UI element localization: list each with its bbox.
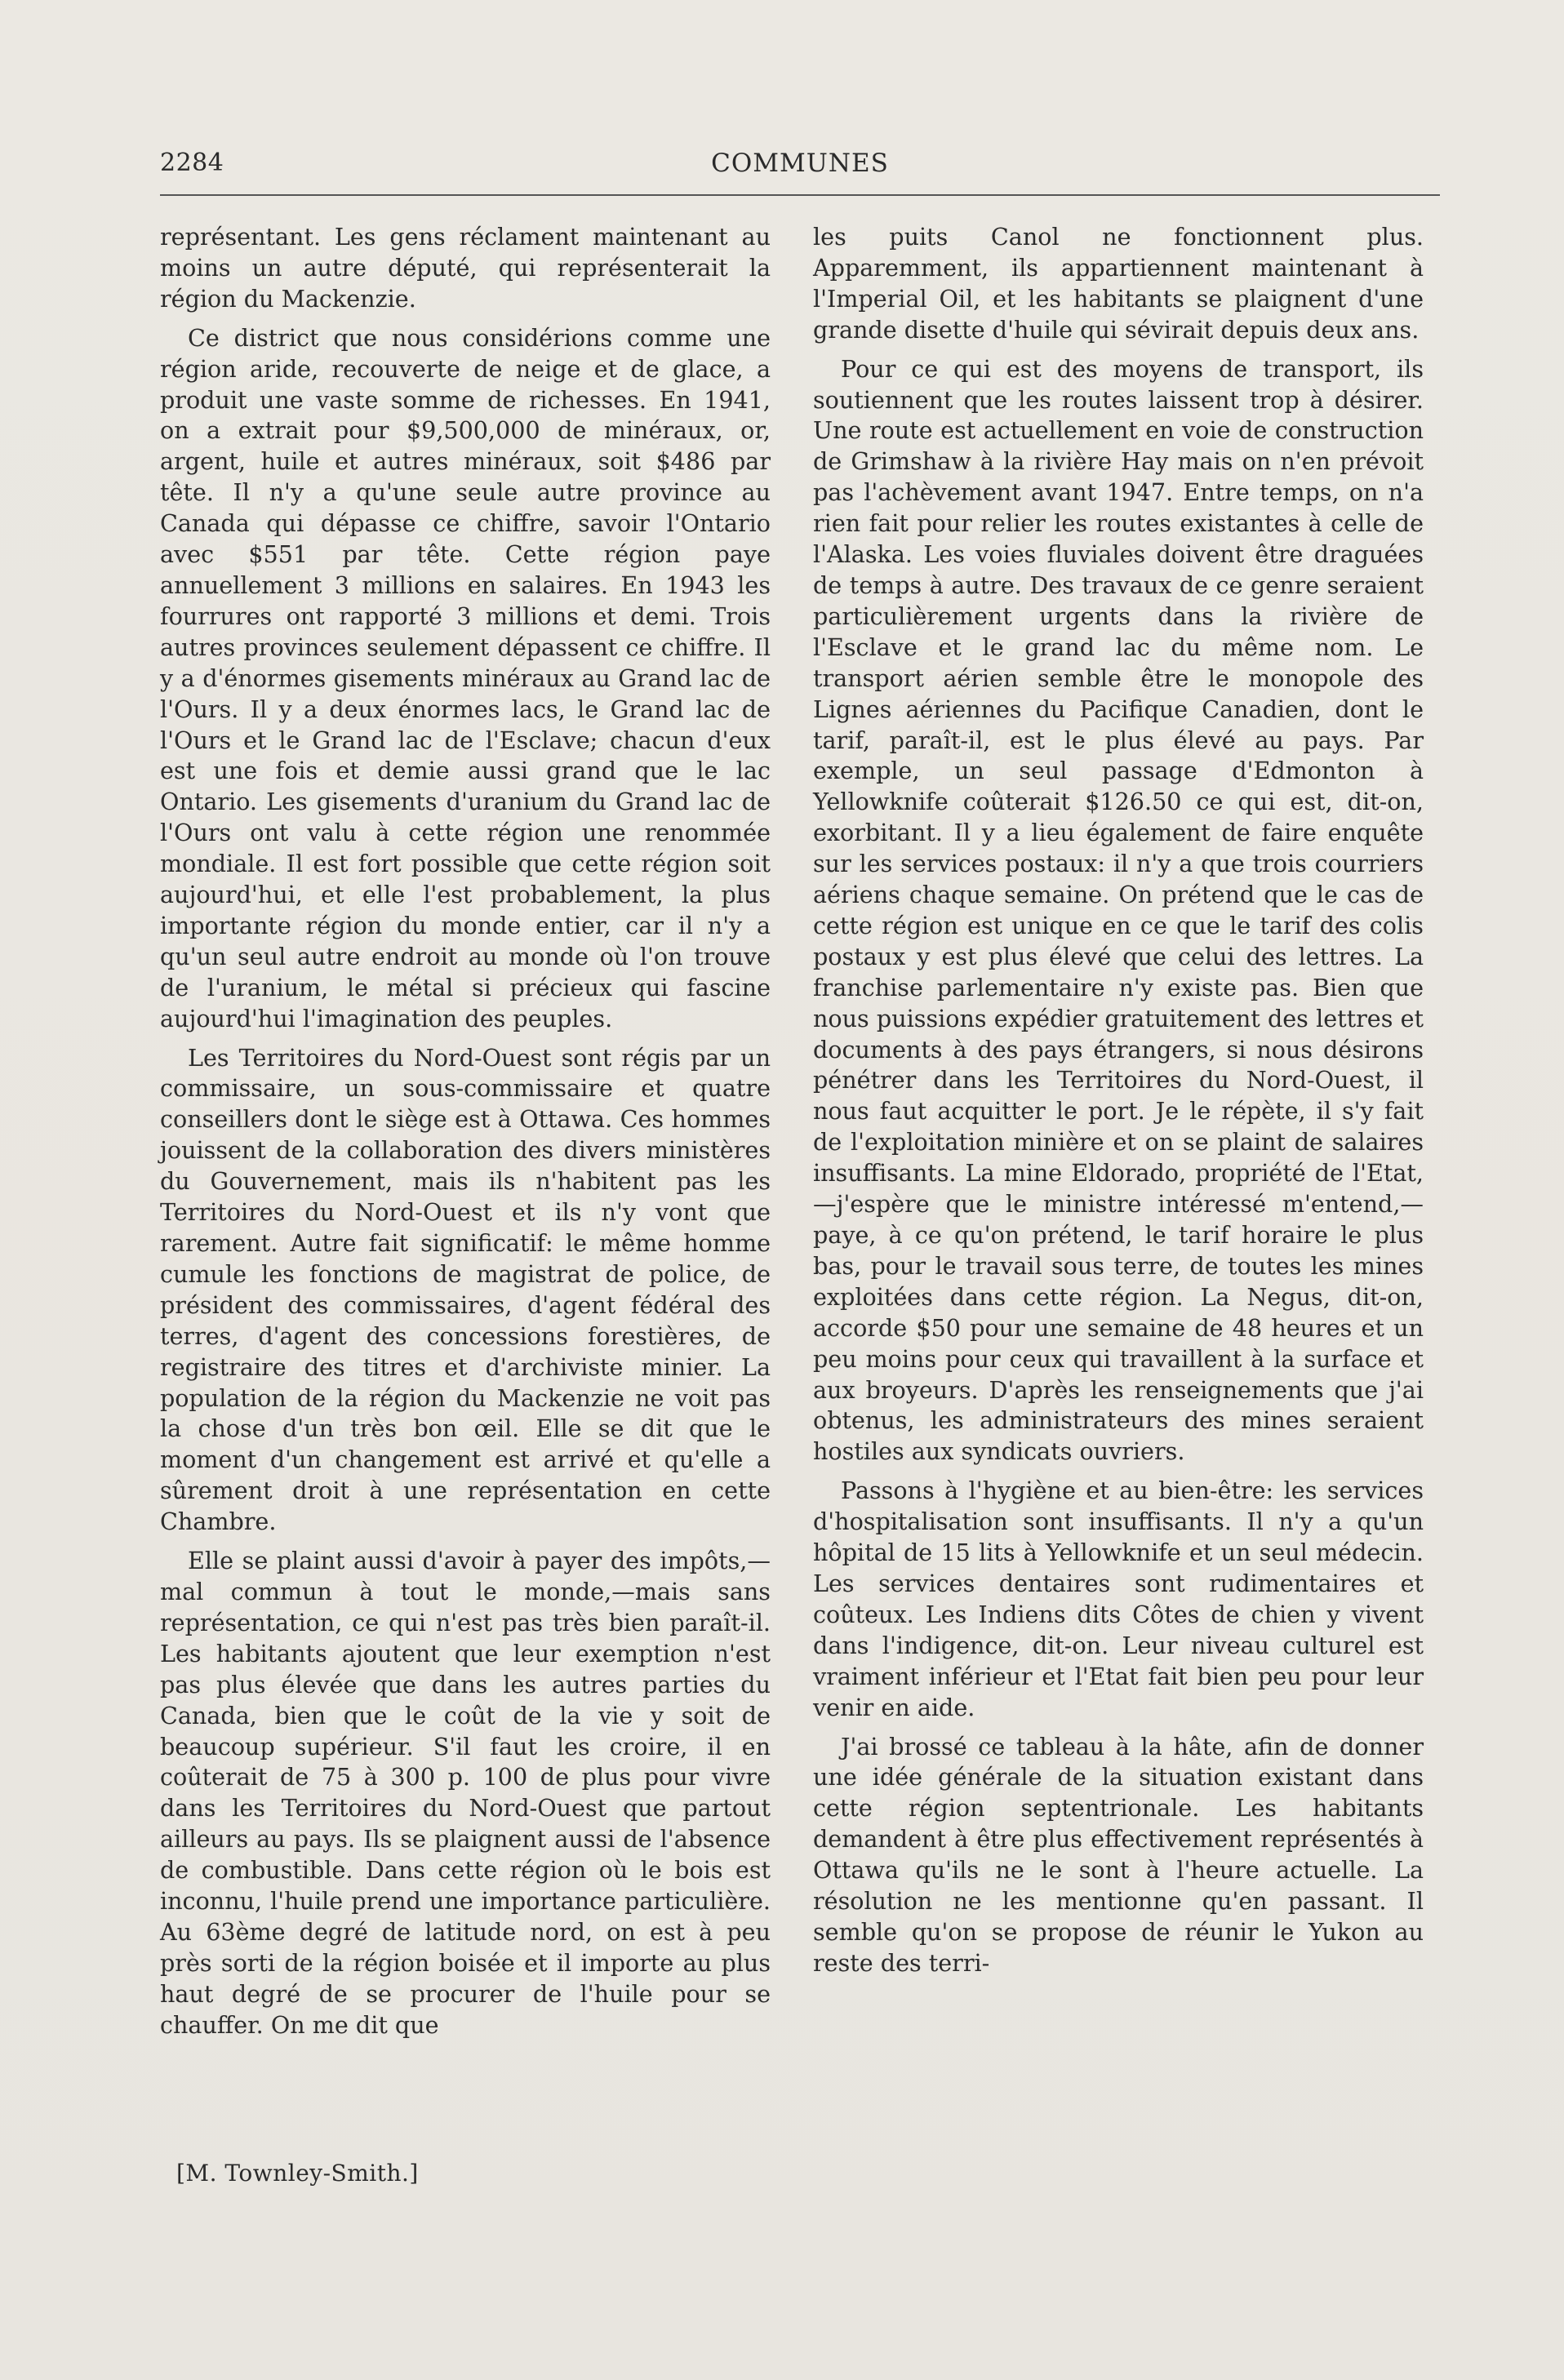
paragraph: Les Territoires du Nord-Ouest sont régis par un commissaire, un sous-commissaire et quatre conseillers dont le siège est à Ottawa. Ces hommes jouissent de la collaboration des divers ministères du Gouvernement, mais ils n'habitent pas les Territoires du Nord-Ouest et ils n'y vont que rarement. Autre fait significatif: le même homme cumule les fonctions de magistrat de police, de président des commissaires, d'agent fédéral des terres, d'agent des concessions forestières, de registraire des titres et d'archiviste minier. La population de la région du Mackenzie ne voit pas la chose d'un très bon œil. Elle se dit que le moment d'un changement est arrivé et qu'elle a sûrement droit à une représentation en cette Chambre. <box>160 1043 771 1536</box>
paragraph: Ce district que nous considérions comme une région aride, recouverte de neige et de glace, a produit une vaste somme de richesses. En 1941, on a extrait pour $9,500,000 de minéraux, or, argent, huile et autres minéraux, soit $486 par tête. Il n'y a qu'une seule autre province au Canada qui dépasse ce chiffre, savoir l'Ontario avec $551 par tête. Cette région paye annuellement 3 millions en salaires. En 1943 les fourrures ont rapporté 3 millions et demi. Trois autres provinces seulement dépassent ce chiffre. Il y a d'énormes gisements minéraux au Grand lac de l'Ours. Il y a deux énormes lacs, le Grand lac de l'Ours et le Grand lac de l'Esclave; chacun d'eux est une fois et demie aussi grand que le lac Ontario. Les gisements d'uranium du Grand lac de l'Ours ont valu à cette région une renommée mondiale. Il est fort possible que cette région soit aujourd'hui, et elle l'est probablement, la plus importante région du monde entier, car il n'y a qu'un seul autre endroit au monde où l'on trouve de l'uranium, le métal si précieux qui fascine aujourd'hui l'imagination des peuples. <box>160 323 771 1032</box>
paragraph: Pour ce qui est des moyens de transport, ils soutiennent que les routes laissent trop à désirer. Une route est actuellement en voie de construction de Grimshaw à la rivière Hay mais on n'en prévoit pas l'achèvement avant 1947. Entre temps, on n'a rien fait pour relier les routes existantes à celle de l'Alaska. Les voies fluviales doivent être draguées de temps à autre. Des travaux de ce genre seraient particulièrement urgents dans la rivière de l'Esclave et le grand lac du même nom. Le transport aérien semble être le monopole des Lignes aériennes du Pacifique Canadien, dont le tarif, paraît-il, est le plus élevé au pays. Par exemple, un seul passage d'Edmonton à Yellowknife coûterait $126.50 ce qui est, dit-on, exorbitant. Il y a lieu également de faire enquête sur les services postaux: il n'y a que trois courriers aériens chaque semaine. On prétend que le cas de cette région est unique en ce que le tarif des colis postaux y est plus élevé que celui des lettres. La franchise parlementaire n'y existe pas. Bien que nous puissions expédier gratuitement des lettres et documents à des pays étrangers, si nous désirons pénétrer dans les Territoires du Nord-Ouest, il nous faut acquitter le port. Je le répète, il s'y fait de l'exploitation minière et on se plaint de salaires insuffisants. La mine Eldorado, propriété de l'Etat,—j'espère que le ministre intéressé m'entend,—paye, à ce qu'on prétend, le tarif horaire le plus bas, pour le travail sous terre, de toutes les mines exploitées dans cette région. La Negus, dit-on, accorde $50 pour une semaine de 48 heures et un peu moins pour ceux qui travaillent à la surface et aux broyeurs. D'après les renseignements que j'ai obtenus, les administrateurs des mines seraient hostiles aux syndicats ouvriers. <box>813 354 1424 1466</box>
right-column <box>813 222 1424 1987</box>
paragraph: Passons à l'hygiène et au bien-être: les services d'hospitalisation sont insuffisants. Il n'y a qu'un hôpital de 15 lits à Yellowknife et un seul médecin. Les services dentaires sont rudimentaires et coûteux. Les Indiens dits Côtes de chien y vivent dans l'indigence, dit-on. Leur niveau culturel est vraiment inférieur et l'Etat fait bien peu pour leur venir en aide. <box>813 1476 1424 1721</box>
left-column <box>160 222 771 2049</box>
paragraph: Elle se plaint aussi d'avoir à payer des impôts,—mal commun à tout le monde,—mais sans représentation, ce qui n'est pas très bien paraît-il. Les habitants ajoutent que leur exemption n'est pas plus élevée que dans les autres parties du Canada, bien que le coût de la vie y soit de beaucoup supérieur. S'il faut les croire, il en coûterait de 75 à 300 p. 100 de plus pour vivre dans les Territoires du Nord-Ouest que partout ailleurs au pays. Ils se plaignent aussi de l'absence de combustible. Dans cette région où le bois est inconnu, l'huile prend une importance particulière. Au 63ème degré de latitude nord, on est à peu près sorti de la région boisée et il importe au plus haut degré de se procurer de l'huile pour se chauffer. On me dit que <box>160 1547 771 2039</box>
paragraph: les puits Canol ne fonctionnent plus. Apparemment, ils appartiennent maintenant à l'Imperial Oil, et les habitants se plaignent d'une grande disette d'huile qui sévirait depuis deux ans. <box>813 223 1424 344</box>
page-number: 2284 <box>160 149 224 177</box>
page-title: COMMUNES <box>711 149 889 178</box>
paragraph: représentant. Les gens réclament maintenant au moins un autre député, qui représenterait la région du Mackenzie. <box>160 223 771 313</box>
header-rule <box>160 194 1440 196</box>
speaker-reference: [M. Townley-Smith.] <box>176 2160 419 2187</box>
running-head <box>160 149 1440 184</box>
paragraph: J'ai brossé ce tableau à la hâte, afin de donner une idée générale de la situation existant dans cette région septentrionale. Les habitants demandent à être plus effectivement représentés à Ottawa qu'ils ne le sont à l'heure actuelle. La résolution ne les mentionne qu'en passant. Il semble qu'on se propose de réunir le Yukon au reste des terri- <box>813 1732 1424 1977</box>
